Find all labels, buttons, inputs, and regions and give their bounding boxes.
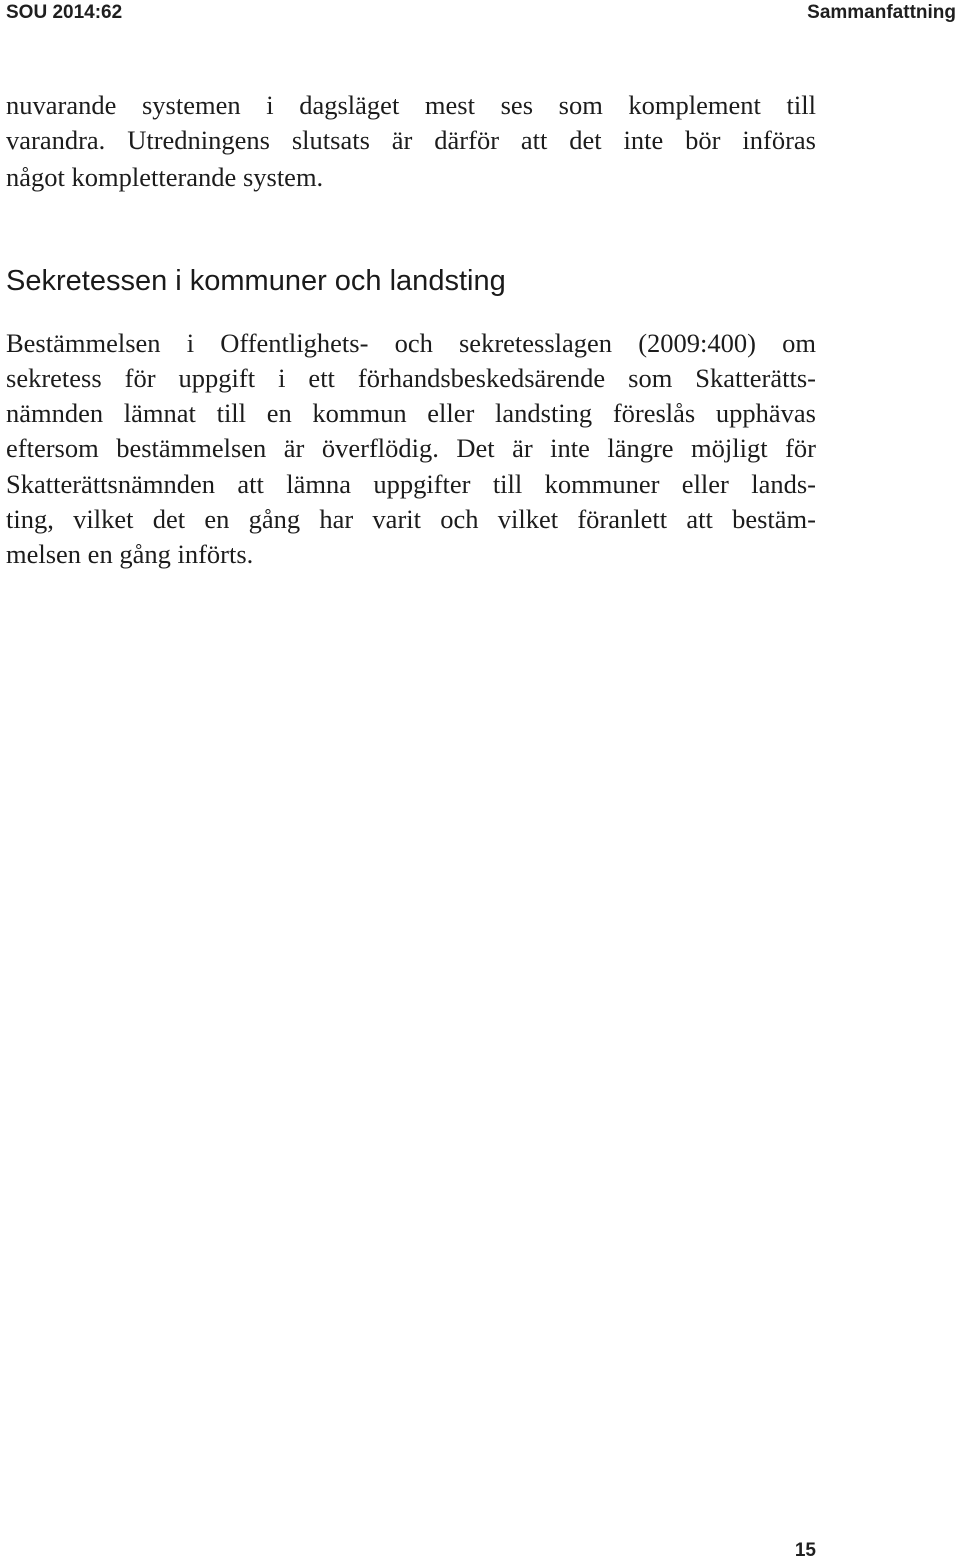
paragraph-line: melsen en gång införts. bbox=[6, 539, 254, 569]
paragraph-line: ting, vilket det en gång har varit och vilket föranlett att bestäm- bbox=[6, 504, 816, 534]
running-header bbox=[6, 2, 956, 24]
paragraph-line: något kompletterande system. bbox=[6, 162, 324, 192]
paragraph-line: sekretess för uppgift i ett förhandsbeskedsärende som Skatterätts- bbox=[6, 363, 816, 393]
section-title: Sammanfattning bbox=[807, 2, 956, 23]
paragraph-line: nämnden lämnat till en kommun eller landsting föreslås upphävas bbox=[6, 398, 816, 428]
paragraph-line: nuvarande systemen i dagsläget mest ses som komplement till bbox=[6, 90, 816, 120]
document-id: SOU 2014:62 bbox=[6, 2, 123, 23]
paragraph-line: Bestämmelsen i Offentlighets- och sekretesslagen (2009:400) om bbox=[6, 328, 816, 358]
paragraph-line: varandra. Utredningens slutsats är därför att det inte bör införas bbox=[6, 125, 816, 155]
paragraph-line: Skatterättsnämnden att lämna uppgifter till kommuner eller lands- bbox=[6, 469, 816, 499]
page-number: 15 bbox=[794, 1540, 816, 1561]
paragraph-line: eftersom bestämmelsen är överflödig. Det är inte längre möjligt för bbox=[6, 433, 816, 463]
section-heading: Sekretessen i kommuner och landsting bbox=[6, 265, 506, 297]
